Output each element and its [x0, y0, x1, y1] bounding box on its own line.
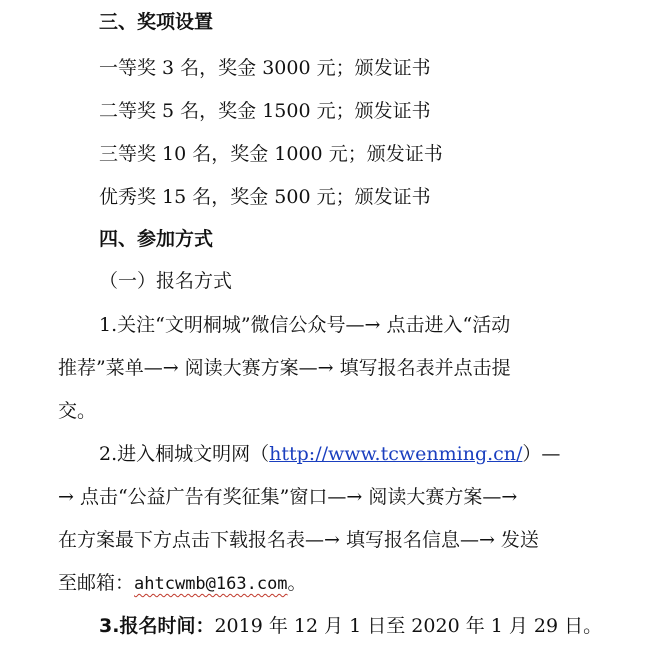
step1-line: 交。 [58, 400, 97, 422]
step1-line: 1.关注“文明桐城”微信公众号—→ 点击进入“活动 [99, 314, 511, 336]
award-line: 三等奖 10 名，奖金 1000 元；颁发证书 [99, 143, 443, 165]
step2-line [58, 570, 307, 597]
section-heading-participation: 四、参加方式 [99, 228, 214, 250]
registration-time [99, 613, 602, 639]
step2-text: 2.进入桐城文明网（ [99, 443, 270, 465]
step2-line: → 点击“公益广告有奖征集”窗口—→ 阅读大赛方案—→ [58, 486, 518, 508]
email-address[interactable]: ahtcwmb@163.com [134, 574, 288, 594]
step2-line [99, 441, 560, 467]
award-line: 优秀奖 15 名，奖金 500 元；颁发证书 [99, 186, 431, 208]
subheading-registration: （一）报名方式 [99, 270, 233, 292]
step1-line: 推荐”菜单—→ 阅读大赛方案—→ 填写报名表并点击提 [58, 357, 511, 379]
step2-text: ）— [522, 443, 561, 465]
step2-line: 在方案最下方点击下载报名表—→ 填写报名信息—→ 发送 [58, 529, 539, 551]
award-line: 一等奖 3 名，奖金 3000 元；颁发证书 [99, 57, 431, 79]
award-line: 二等奖 5 名，奖金 1500 元；颁发证书 [99, 100, 431, 122]
step2-text: 。 [287, 572, 307, 594]
section-heading-awards: 三、奖项设置 [99, 11, 214, 33]
step2-text: 至邮箱： [58, 572, 135, 594]
registration-time-label: 3.报名时间： [99, 615, 215, 637]
registration-time-value: 2019 年 12 月 1 日至 2020 年 1 月 29 日。 [214, 615, 603, 637]
website-link[interactable]: http://www.tcwenming.cn/ [269, 443, 523, 465]
